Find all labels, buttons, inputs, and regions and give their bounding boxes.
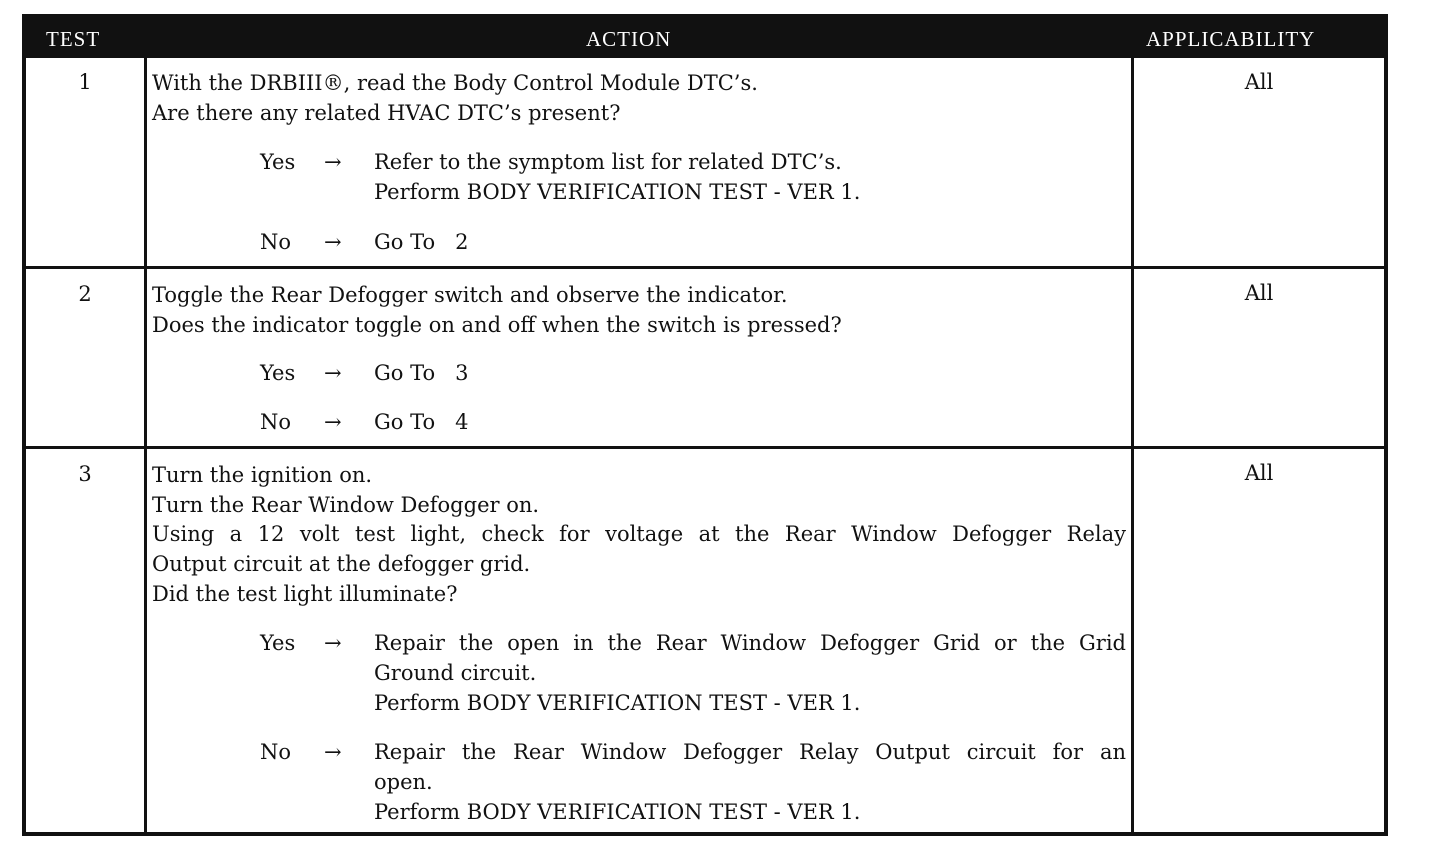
- row-3-applicability: All: [1244, 461, 1274, 485]
- row-2-action-line: Toggle the Rear Defogger switch and observe the indicator.: [152, 283, 788, 307]
- row-3-test: 3: [78, 462, 92, 486]
- table-header: [26, 18, 1384, 58]
- row-2-yes-result: Go To 3: [374, 361, 469, 385]
- row-2-action-line: Does the indicator toggle on and off when the switch is pressed?: [152, 313, 842, 337]
- row-3-no-result: Repair the Rear Window Defogger Relay Output circuit for an: [374, 740, 1126, 764]
- row-2-yes-label: Yes: [260, 361, 296, 385]
- row-3-action-line: Using a 12 volt test light, check for voltage at the Rear Window Defogger Relay: [152, 522, 1126, 546]
- row-3-action-line: Turn the Rear Window Defogger on.: [152, 493, 540, 517]
- row-1-applicability: All: [1244, 70, 1274, 94]
- row-2-no-result: Go To 4: [374, 410, 469, 434]
- arrow-icon: →: [324, 361, 342, 385]
- arrow-icon: →: [324, 631, 342, 655]
- row-1-no-label: No: [260, 230, 292, 254]
- row-2-applicability: All: [1244, 281, 1274, 305]
- row-3-yes-result: Repair the open in the Rear Window Defogger Grid or the Grid: [374, 631, 1126, 655]
- row-3-no-result: open.: [374, 770, 433, 794]
- row-1-action-line: With the DRBIII®, read the Body Control Module DTC’s.: [152, 71, 758, 95]
- row-2-no-label: No: [260, 410, 292, 434]
- header-action: ACTION: [586, 27, 672, 51]
- arrow-icon: →: [324, 740, 342, 764]
- row-3-yes-label: Yes: [260, 631, 296, 655]
- row-2-test: 2: [78, 282, 92, 306]
- arrow-icon: →: [324, 150, 342, 174]
- row-3-action-line: Output circuit at the defogger grid.: [152, 552, 531, 576]
- row-divider: [26, 266, 1384, 269]
- column-divider: [144, 58, 147, 832]
- diagnostic-table: [22, 14, 1388, 836]
- row-divider: [26, 446, 1384, 449]
- row-3-no-result: Perform BODY VERIFICATION TEST - VER 1.: [374, 800, 861, 824]
- arrow-icon: →: [324, 230, 342, 254]
- row-1-yes-result: Perform BODY VERIFICATION TEST - VER 1.: [374, 180, 861, 204]
- row-3-action-line: Did the test light illuminate?: [152, 582, 458, 606]
- arrow-icon: →: [324, 410, 342, 434]
- row-3-yes-result: Ground circuit.: [374, 661, 537, 685]
- row-1-test: 1: [78, 70, 92, 94]
- row-1-no-result: Go To 2: [374, 230, 469, 254]
- row-1-action-line: Are there any related HVAC DTC’s present?: [152, 101, 621, 125]
- row-1-yes-label: Yes: [260, 150, 296, 174]
- header-test: TEST: [46, 27, 101, 51]
- column-divider: [1131, 58, 1134, 832]
- row-3-no-label: No: [260, 740, 292, 764]
- row-3-action-line: Turn the ignition on.: [152, 463, 373, 487]
- row-1-yes-result: Refer to the symptom list for related DTC’s.: [374, 150, 842, 174]
- row-3-yes-result: Perform BODY VERIFICATION TEST - VER 1.: [374, 691, 861, 715]
- header-applicability: APPLICABILITY: [1146, 27, 1316, 51]
